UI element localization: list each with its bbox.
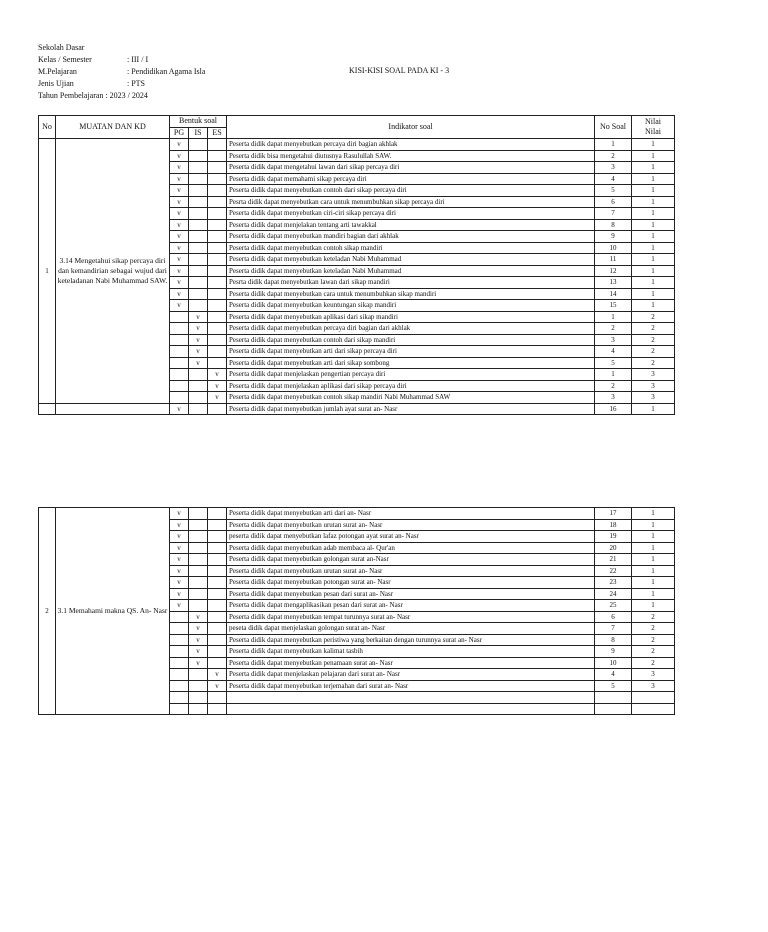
nilai-cell: 3	[632, 669, 675, 681]
pg-cell: v	[170, 565, 189, 577]
col-nilai-header: Nilai Nilai	[632, 116, 675, 139]
pg-cell	[170, 334, 189, 346]
table-row	[39, 403, 675, 415]
indikator-cell: Pesrta didik dapat menyebutkan lawan dari sikap mandiri	[227, 277, 595, 289]
pg-cell	[170, 380, 189, 392]
es-cell	[208, 634, 227, 646]
no-soal-cell: 1	[595, 139, 632, 151]
es-cell	[208, 231, 227, 243]
is-cell	[189, 542, 208, 554]
no-soal-cell: 14	[595, 288, 632, 300]
pg-cell	[170, 669, 189, 681]
no-soal-cell: 12	[595, 265, 632, 277]
is-cell	[189, 669, 208, 681]
nilai-cell: 1	[632, 231, 675, 243]
nilai-cell: 1	[632, 531, 675, 543]
pg-cell	[170, 692, 189, 704]
is-cell	[189, 565, 208, 577]
nilai-cell: 1	[632, 219, 675, 231]
es-cell	[208, 600, 227, 612]
es-cell	[208, 208, 227, 220]
nilai-cell: 2	[632, 634, 675, 646]
pg-cell: v	[170, 185, 189, 197]
es-cell	[208, 185, 227, 197]
es-cell	[208, 254, 227, 266]
kisi-kisi-table-2	[38, 507, 675, 715]
pg-cell: v	[170, 600, 189, 612]
no-soal-cell: 1	[595, 311, 632, 323]
pg-cell: v	[170, 277, 189, 289]
nilai-cell: 3	[632, 380, 675, 392]
no-soal-cell: 5	[595, 185, 632, 197]
is-cell	[189, 680, 208, 692]
no-soal-cell: 11	[595, 254, 632, 266]
pg-cell	[170, 703, 189, 715]
nilai-cell: 1	[632, 139, 675, 151]
pg-cell: v	[170, 577, 189, 589]
nilai-cell: 1	[632, 600, 675, 612]
es-cell	[208, 346, 227, 358]
indikator-cell: Peserta didik dapat menyebutkan jumlah ayat surat an- Nasr	[227, 403, 595, 415]
nilai-cell	[632, 703, 675, 715]
indikator-cell: Peserta didik dapat menyebutkan golongan surat an-Nasr	[227, 554, 595, 566]
no-soal-cell	[595, 703, 632, 715]
indikator-cell: Peserta didik dapat menyebutkan contoh sikap mandiri	[227, 242, 595, 254]
es-cell	[208, 219, 227, 231]
indikator-cell: Peserta didik dapat menyebutkan peristiwa yang berkaitan dengan turunnya surat an- Nasr	[227, 634, 595, 646]
es-cell: v	[208, 669, 227, 681]
es-cell	[208, 150, 227, 162]
indikator-cell: Peserta didik dapat menjelaskan pengertian percaya diri	[227, 369, 595, 381]
col-es-header: ES	[208, 127, 227, 139]
es-cell	[208, 646, 227, 658]
is-cell	[189, 242, 208, 254]
indikator-cell: Peserta didik dapat menyebutkan urutan surat an- Nasr	[227, 565, 595, 577]
nilai-cell: 1	[632, 519, 675, 531]
es-cell	[208, 692, 227, 704]
nilai-cell: 2	[632, 346, 675, 358]
indikator-cell: Pesrta didik dapat menyebutkan cara untuk menumbuhkan sikap percaya diri	[227, 196, 595, 208]
is-cell	[189, 600, 208, 612]
pg-cell	[170, 634, 189, 646]
nilai-cell: 1	[632, 542, 675, 554]
is-cell: v	[189, 311, 208, 323]
nilai-cell: 1	[632, 588, 675, 600]
es-cell	[208, 508, 227, 520]
pg-cell	[170, 369, 189, 381]
nilai-cell: 2	[632, 334, 675, 346]
is-cell	[189, 588, 208, 600]
pg-cell	[170, 657, 189, 669]
pg-cell: v	[170, 208, 189, 220]
is-cell	[189, 577, 208, 589]
pg-cell: v	[170, 231, 189, 243]
indikator-cell: Peserta didik dapat menjelakan tentang arti tawakkal	[227, 219, 595, 231]
nilai-cell: 1	[632, 265, 675, 277]
nilai-cell: 1	[632, 577, 675, 589]
indikator-cell: Peserta didik dapat mengetahui lawan dari sikap percaya diri	[227, 162, 595, 174]
nilai-cell: 1	[632, 300, 675, 312]
is-cell	[189, 703, 208, 715]
no-soal-cell: 18	[595, 519, 632, 531]
es-cell	[208, 162, 227, 174]
no-soal-cell: 8	[595, 634, 632, 646]
es-cell	[208, 577, 227, 589]
es-cell	[208, 657, 227, 669]
no-soal-cell: 10	[595, 242, 632, 254]
indikator-cell	[227, 692, 595, 704]
no-soal-cell: 10	[595, 657, 632, 669]
pg-cell: v	[170, 531, 189, 543]
school-line: Sekolah Dasar	[38, 43, 85, 52]
pg-cell: v	[170, 196, 189, 208]
pg-cell: v	[170, 588, 189, 600]
is-cell	[189, 196, 208, 208]
indikator-cell: Peserta didik dapat menyebutkan contoh sikap mandiri Nabi Muhammad SAW	[227, 392, 595, 404]
indikator-cell: Peserta didik bisa mengetahui diutusnya Rasulullah SAW.	[227, 150, 595, 162]
nilai-cell: 2	[632, 323, 675, 335]
es-cell	[208, 323, 227, 335]
pg-cell	[170, 611, 189, 623]
col-pg-header: PG	[170, 127, 189, 139]
pg-cell: v	[170, 542, 189, 554]
indikator-cell: Peserta didik dapat menyebutkan kalimat tasbih	[227, 646, 595, 658]
pg-cell: v	[170, 162, 189, 174]
pg-cell: v	[170, 219, 189, 231]
nilai-cell	[632, 692, 675, 704]
table-row	[39, 139, 675, 151]
no-soal-cell: 20	[595, 542, 632, 554]
nilai-cell: 2	[632, 611, 675, 623]
no-soal-cell: 15	[595, 300, 632, 312]
nilai-cell: 1	[632, 185, 675, 197]
nilai-cell: 1	[632, 565, 675, 577]
is-cell: v	[189, 323, 208, 335]
indikator-cell: Peserta didik dapat menyebutkan arti dari sikap sombong	[227, 357, 595, 369]
no-soal-cell: 3	[595, 392, 632, 404]
no-soal-cell: 5	[595, 680, 632, 692]
pg-cell	[170, 357, 189, 369]
no-soal-cell: 25	[595, 600, 632, 612]
nilai-cell: 1	[632, 254, 675, 266]
no-soal-cell: 2	[595, 323, 632, 335]
is-cell: v	[189, 346, 208, 358]
indikator-cell: Peserta didik dapat menjelaskan pelajaran dari surat an- Nasr	[227, 669, 595, 681]
document-title: KISI-KISI SOAL PADA KI - 3	[349, 66, 450, 75]
is-cell	[189, 380, 208, 392]
es-cell	[208, 334, 227, 346]
col-is-header: IS	[189, 127, 208, 139]
es-cell	[208, 357, 227, 369]
no-soal-cell: 19	[595, 531, 632, 543]
is-cell: v	[189, 646, 208, 658]
indikator-cell: Peserta didik dapat menyebutkan cara untuk menumbuhkan sikap mandiri	[227, 288, 595, 300]
pg-cell: v	[170, 139, 189, 151]
no-soal-cell: 2	[595, 380, 632, 392]
no-soal-cell: 6	[595, 196, 632, 208]
no-soal-cell: 4	[595, 669, 632, 681]
es-cell	[208, 403, 227, 415]
no-soal-cell: 8	[595, 219, 632, 231]
nilai-cell: 3	[632, 392, 675, 404]
es-cell	[208, 288, 227, 300]
es-cell	[208, 588, 227, 600]
no-soal-cell: 2	[595, 150, 632, 162]
table-row	[39, 508, 675, 520]
nilai-cell: 1	[632, 196, 675, 208]
es-cell	[208, 623, 227, 635]
nilai-cell: 1	[632, 208, 675, 220]
is-cell	[189, 508, 208, 520]
indikator-cell: Peserta didik dapat menyebutkan arti dari an- Nasr	[227, 508, 595, 520]
pg-cell	[170, 323, 189, 335]
es-cell	[208, 196, 227, 208]
indikator-cell: Peserta didik dapat menyebutkan keuntungan sikap mandiri	[227, 300, 595, 312]
is-cell	[189, 554, 208, 566]
es-cell: v	[208, 680, 227, 692]
pg-cell: v	[170, 403, 189, 415]
es-cell	[208, 703, 227, 715]
es-cell	[208, 265, 227, 277]
nilai-cell: 1	[632, 162, 675, 174]
no-soal-cell: 23	[595, 577, 632, 589]
indikator-cell: Peserta didik dapat menyebutkan percaya diri bagian dari akhlak	[227, 323, 595, 335]
indikator-cell: Peserta didik dapat menyebutkan penamaan surat an- Nasr	[227, 657, 595, 669]
indikator-cell: Peserta didik dapat menyebutkan pesan dari surat an- Nasr	[227, 588, 595, 600]
no-soal-cell: 4	[595, 346, 632, 358]
no-soal-cell: 22	[595, 565, 632, 577]
col-kd-header: MUATAN DAN KD	[56, 116, 170, 139]
no-soal-cell: 1	[595, 369, 632, 381]
nilai-cell: 1	[632, 277, 675, 289]
is-cell	[189, 277, 208, 289]
indikator-cell: Peserta didik dapat menyebutkan urutan surat an- Nasr	[227, 519, 595, 531]
indikator-cell: Peserta didik dapat menyebutkan potongan surat an- Nasr	[227, 577, 595, 589]
is-cell	[189, 519, 208, 531]
pg-cell	[170, 680, 189, 692]
indikator-cell: peserta didik dapat menyebutkan lafaz potongan ayat surat an- Nasr	[227, 531, 595, 543]
col-bentuk-header: Bentuk soal	[170, 116, 227, 128]
indikator-cell: Peserta didik dapat mengaplikasikan pesan dari surat an- Nasr	[227, 600, 595, 612]
subject-line: M.Pelajaran : Pendidikan Agama Isla	[38, 67, 206, 76]
nilai-cell: 1	[632, 403, 675, 415]
exam-type-line: Jenis Ujian : PTS	[38, 79, 146, 88]
no-soal-cell: 13	[595, 277, 632, 289]
no-soal-cell: 21	[595, 554, 632, 566]
no-soal-cell: 3	[595, 162, 632, 174]
indikator-cell: Peserta didik dapat menyebutkan percaya diri bagian akhlak	[227, 139, 595, 151]
pg-cell	[170, 392, 189, 404]
is-cell	[189, 139, 208, 151]
no-soal-cell: 6	[595, 611, 632, 623]
class-line: Kelas / Semester : III / I	[38, 55, 149, 64]
pg-cell: v	[170, 519, 189, 531]
is-cell	[189, 150, 208, 162]
nilai-cell: 1	[632, 173, 675, 185]
no-soal-cell: 7	[595, 208, 632, 220]
indikator-cell: Peserta didik dapat menyebutkan mandiri bagian dari akhlak	[227, 231, 595, 243]
indikator-cell: Peserta didik dapat menyebutkan keteladan Nabi Muhammad	[227, 265, 595, 277]
no-soal-cell: 3	[595, 334, 632, 346]
no-soal-cell: 9	[595, 231, 632, 243]
pg-cell: v	[170, 554, 189, 566]
pg-cell: v	[170, 242, 189, 254]
is-cell	[189, 231, 208, 243]
es-cell: v	[208, 392, 227, 404]
is-cell	[189, 300, 208, 312]
es-cell	[208, 565, 227, 577]
indikator-cell	[227, 703, 595, 715]
no-soal-cell: 7	[595, 623, 632, 635]
es-cell	[208, 611, 227, 623]
no-soal-cell: 4	[595, 173, 632, 185]
col-no-header: No	[39, 116, 56, 139]
section-number-empty	[39, 403, 56, 415]
pg-cell	[170, 623, 189, 635]
is-cell: v	[189, 634, 208, 646]
nilai-cell: 1	[632, 508, 675, 520]
is-cell	[189, 288, 208, 300]
indikator-cell: Peserta didik dapat menyebutkan terjemahan dari surat an- Nasr	[227, 680, 595, 692]
indikator-cell: Peserta didik dapat menyebutkan adab membaca al- Qur'an	[227, 542, 595, 554]
nilai-cell: 2	[632, 357, 675, 369]
es-cell	[208, 542, 227, 554]
is-cell	[189, 692, 208, 704]
es-cell	[208, 311, 227, 323]
is-cell	[189, 265, 208, 277]
is-cell	[189, 208, 208, 220]
is-cell: v	[189, 357, 208, 369]
is-cell	[189, 185, 208, 197]
es-cell: v	[208, 369, 227, 381]
is-cell	[189, 254, 208, 266]
indikator-cell: Peserta didik dapat menjelaskan aplikasi dari sikap percaya diri	[227, 380, 595, 392]
indikator-cell: peseta didik dapat menjelaskan golongan surat an- Nasr	[227, 623, 595, 635]
indikator-cell: Peserta didik dapat memahami sikap percaya diri	[227, 173, 595, 185]
es-cell	[208, 173, 227, 185]
pg-cell: v	[170, 288, 189, 300]
col-indikator-header: Indikator soal	[227, 116, 595, 139]
kisi-kisi-table-1	[38, 115, 675, 415]
is-cell: v	[189, 334, 208, 346]
is-cell: v	[189, 623, 208, 635]
es-cell: v	[208, 380, 227, 392]
nilai-cell: 2	[632, 311, 675, 323]
nilai-cell: 3	[632, 369, 675, 381]
is-cell	[189, 162, 208, 174]
kd-description: 3.1 Memahami makna QS. An- Nasr	[56, 508, 170, 715]
pg-cell: v	[170, 508, 189, 520]
nilai-cell: 1	[632, 150, 675, 162]
section-number: 2	[39, 508, 56, 715]
no-soal-cell: 9	[595, 646, 632, 658]
nilai-cell: 2	[632, 657, 675, 669]
col-nosoal-header: No Soal	[595, 116, 632, 139]
es-cell	[208, 139, 227, 151]
es-cell	[208, 300, 227, 312]
indikator-cell: Peserta didik dapat menyebutkan arti dari sikap percaya diri	[227, 346, 595, 358]
pg-cell	[170, 646, 189, 658]
is-cell	[189, 219, 208, 231]
is-cell: v	[189, 611, 208, 623]
no-soal-cell: 17	[595, 508, 632, 520]
no-soal-cell: 24	[595, 588, 632, 600]
no-soal-cell: 5	[595, 357, 632, 369]
indikator-cell: Peserta didik dapat menyebutkan contoh dari sikap percaya diri	[227, 185, 595, 197]
indikator-cell: Peserta didik dapat menyebutkan ciri-ciri sikap percaya diri	[227, 208, 595, 220]
pg-cell: v	[170, 173, 189, 185]
is-cell: v	[189, 657, 208, 669]
pg-cell	[170, 311, 189, 323]
indikator-cell: Peserta didik dapat menyebutkan aplikasi dari sikap mandiri	[227, 311, 595, 323]
nilai-cell: 1	[632, 242, 675, 254]
is-cell	[189, 173, 208, 185]
section-number: 1	[39, 139, 56, 404]
es-cell	[208, 554, 227, 566]
is-cell	[189, 531, 208, 543]
pg-cell	[170, 346, 189, 358]
nilai-cell: 3	[632, 680, 675, 692]
is-cell	[189, 369, 208, 381]
no-soal-cell	[595, 692, 632, 704]
academic-year-line: Tahun Pembelajaran : 2023 / 2024	[38, 91, 148, 100]
nilai-cell: 1	[632, 288, 675, 300]
kd-empty	[56, 403, 170, 415]
indikator-cell: Peserta didik dapat menyebutkan keteladan Nabi Muhammad	[227, 254, 595, 266]
es-cell	[208, 519, 227, 531]
no-soal-cell: 16	[595, 403, 632, 415]
indikator-cell: Peserta didik dapat menyebutkan contoh dari sikap mandiri	[227, 334, 595, 346]
is-cell	[189, 403, 208, 415]
pg-cell: v	[170, 265, 189, 277]
indikator-cell: Peserta didik dapat menyebutkan tempat turunnya surat an- Nasr	[227, 611, 595, 623]
pg-cell: v	[170, 254, 189, 266]
es-cell	[208, 531, 227, 543]
nilai-cell: 1	[632, 554, 675, 566]
is-cell	[189, 392, 208, 404]
nilai-cell: 2	[632, 623, 675, 635]
pg-cell: v	[170, 150, 189, 162]
es-cell	[208, 277, 227, 289]
kd-description: 3.14 Mengetahui sikap percaya diri dan kemandirian sebagai wujud dari keteladanan Nabi Muhammad SAW.	[56, 139, 170, 404]
es-cell	[208, 242, 227, 254]
nilai-cell: 2	[632, 646, 675, 658]
pg-cell: v	[170, 300, 189, 312]
